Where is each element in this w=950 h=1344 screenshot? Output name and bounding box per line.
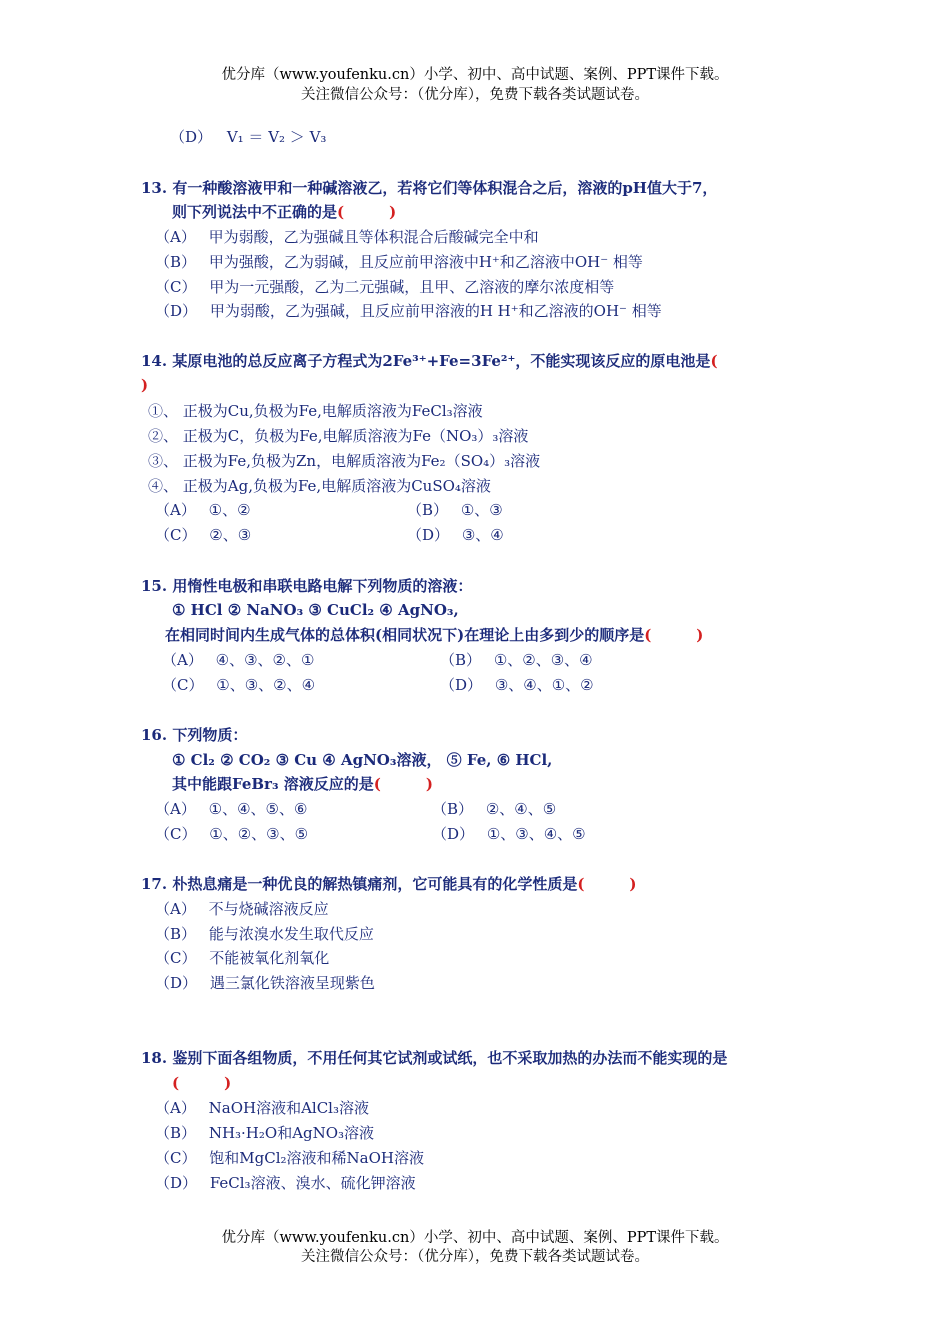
page-footer-line1: 优分库（www.youfenku.cn）小学、初中、高中试题、案例、PPT课件下载。 [221, 1230, 729, 1246]
option-text: NaOH溶液和AlCl₃溶液 [208, 1099, 369, 1117]
q18-answer-blank: ( ) [172, 1074, 232, 1092]
q18-option-b [155, 1123, 374, 1143]
q18-option-d [155, 1173, 416, 1193]
option-text: 遇三氯化铁溶液呈现紫色 [209, 974, 375, 992]
option-text: 饱和MgCl₂溶液和稀NaOH溶液 [209, 1149, 424, 1167]
q14-option-d [407, 525, 504, 545]
option-text: 不与烧碱溶液反应 [208, 900, 329, 918]
option-text: FeCl₃溶液、溴水、硫化钾溶液 [209, 1174, 416, 1192]
q16-answer-blank: ( ) [373, 775, 433, 793]
option-label: （C） [162, 676, 204, 694]
option-label: （C） [155, 1149, 197, 1167]
option-label: （B） [432, 800, 474, 818]
option-label: （B） [155, 253, 197, 271]
q15-option-a [162, 650, 314, 670]
option-label: （A） [155, 1099, 196, 1117]
option-label: （D） [440, 676, 483, 694]
q14-item-2: ②、 正极为C，负极为Fe,电解质溶液为Fe（NO₃）₃溶液 [148, 427, 529, 445]
option-label: （C） [155, 949, 197, 967]
q13-answer-blank: ( ) [337, 203, 397, 221]
option-label: （B） [440, 651, 482, 669]
q18-stem-line1: 18. 鉴别下面各组物质，不用任何其它试剂或试纸，也不采取加热的办法而不能实现的是 [141, 1049, 728, 1067]
option-label: （C） [155, 278, 197, 296]
q13-option-c [155, 277, 614, 297]
option-text: 甲为弱酸，乙为强碱且等体积混合后酸碱完全中和 [208, 228, 539, 246]
option-text: ④、③、②、① [215, 651, 315, 669]
q15-option-b [440, 650, 593, 670]
q17-option-b [155, 924, 374, 944]
q13-option-a [155, 227, 539, 247]
q14-answer-blank-open: ( [710, 352, 718, 370]
q14-item-4: ④、 正极为Ag,负极为Fe,电解质溶液为CuSO₄溶液 [148, 477, 491, 495]
option-text: ③、④、①、② [494, 676, 594, 694]
q15-stem-line3 [165, 625, 703, 645]
q14-stem-line1 [141, 351, 718, 371]
option-text: ②、③ [209, 526, 252, 544]
option-text: ①、② [208, 501, 251, 519]
q16-option-a [155, 799, 307, 819]
option-text: NH₃·H₂O和AgNO₃溶液 [208, 1124, 375, 1142]
q14-answer-blank-close: ) [141, 376, 149, 394]
q13-option-b [155, 252, 643, 272]
q15-option-d [440, 675, 594, 695]
option-label: （A） [155, 800, 196, 818]
option-label: （A） [155, 900, 196, 918]
option-text: 不能被氧化剂氧化 [209, 949, 330, 967]
option-label: （B） [155, 925, 197, 943]
option-label: （D） [155, 974, 198, 992]
option-text: 甲为强酸，乙为弱碱，且反应前甲溶液中H⁺和乙溶液中OH⁻ 相等 [208, 253, 643, 271]
option-text: ②、④、⑤ [485, 800, 557, 818]
q16-stem-line3 [172, 774, 433, 794]
q14-option-c [155, 525, 251, 545]
q14-option-b [407, 500, 503, 520]
q16-option-c [155, 824, 308, 844]
q15-option-c [162, 675, 315, 695]
option-text: ③、④ [461, 526, 504, 544]
q18-option-c [155, 1148, 424, 1168]
q18-option-a [155, 1098, 369, 1118]
option-text: ①、③ [460, 501, 503, 519]
q16-stem-text: 其中能跟FeBr₃ 溶液反应的是 [172, 775, 374, 793]
q15-stem-line1: 15. 用惰性电极和串联电路电解下列物质的溶液： [141, 577, 473, 595]
q16-option-b [432, 799, 556, 819]
q13-stem-line1: 13. 有一种酸溶液甲和一种碱溶液乙，若将它们等体积混合之后，溶液的pH值大于7， [141, 179, 718, 197]
option-text: ①、②、③、④ [493, 651, 593, 669]
option-label: （B） [407, 501, 449, 519]
option-label: （D） [155, 1174, 198, 1192]
q14-stem-text: 14. 某原电池的总反应离子方程式为2Fe³⁺+Fe=3Fe²⁺，不能实现该反应的原电池是 [141, 352, 711, 370]
option-text: 能与浓溴水发生取代反应 [208, 925, 374, 943]
q17-option-c [155, 948, 329, 968]
page-footer-line2: 关注微信公众号：（优分库），免费下载各类试题试卷。 [301, 1249, 649, 1265]
page-header-line2: 关注微信公众号：（优分库），免费下载各类试题试卷。 [301, 87, 649, 103]
option-label: （A） [155, 501, 196, 519]
q13-stem-text: 则下列说法中不正确的是 [172, 203, 338, 221]
q17-answer-blank: ( ) [577, 875, 637, 893]
page-header-line1: 优分库（www.youfenku.cn）小学、初中、高中试题、案例、PPT课件下载。 [221, 67, 729, 83]
option-label: （D） [155, 302, 198, 320]
q14-item-1: ①、 正极为Cu,负极为Fe,电解质溶液为FeCl₃溶液 [148, 402, 483, 420]
option-label: （B） [155, 1124, 197, 1142]
option-label: （C） [155, 526, 197, 544]
q16-stem-line2: ① Cl₂ ② CO₂ ③ Cu ④ AgNO₃溶液， ⑤ Fe, ⑥ HCl, [172, 751, 553, 769]
q14-item-3: ③、 正极为Fe,负极为Zn，电解质溶液为Fe₂（SO₄）₃溶液 [148, 452, 541, 470]
option-label: （D） [170, 128, 213, 146]
option-label: （D） [407, 526, 450, 544]
q17-stem-text: 17. 朴热息痛是一种优良的解热镇痛剂，它可能具有的化学性质是 [141, 875, 578, 893]
q17-option-a [155, 899, 329, 919]
q13-option-d [155, 301, 662, 321]
option-text: 甲为一元强酸，乙为二元强碱，且甲、乙溶液的摩尔浓度相等 [209, 278, 615, 296]
q15-stem-text: 在相同时间内生成气体的总体积(相同状况下)在理论上由多到少的顺序是 [165, 626, 645, 644]
option-label: （D） [432, 825, 475, 843]
option-text: ①、③、②、④ [216, 676, 316, 694]
option-label: （A） [155, 228, 196, 246]
q17-option-d [155, 973, 375, 993]
q13-stem-line2 [172, 202, 396, 222]
q12-option-d [170, 127, 326, 147]
option-label: （C） [155, 825, 197, 843]
q17-stem-line1 [141, 874, 637, 894]
q16-option-d [432, 824, 586, 844]
option-text: ①、②、③、⑤ [209, 825, 309, 843]
option-text: ①、③、④、⑤ [486, 825, 586, 843]
option-text: 甲为弱酸，乙为强碱，且反应前甲溶液的H H⁺和乙溶液的OH⁻ 相等 [209, 302, 662, 320]
q16-stem-line1: 16. 下列物质： [141, 726, 248, 744]
q15-answer-blank: ( ) [644, 626, 704, 644]
q15-stem-line2: ① HCl ② NaNO₃ ③ CuCl₂ ④ AgNO₃, [172, 601, 459, 619]
option-text: V₁ ＝ V₂ ＞ V₃ [226, 128, 327, 146]
option-text: ①、④、⑤、⑥ [208, 800, 308, 818]
option-label: （A） [162, 651, 203, 669]
q14-option-a [155, 500, 251, 520]
